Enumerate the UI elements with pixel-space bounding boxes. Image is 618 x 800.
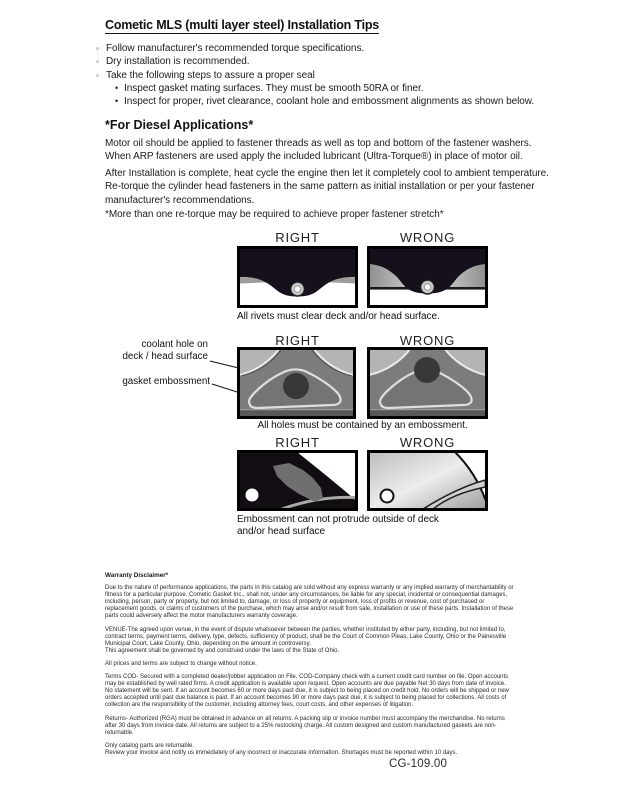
open-bullet-icon: ◦	[96, 70, 99, 80]
diesel-paragraph-1: Motor oil should be applied to fastener threads as well as top and bottom of the fastener washers. When ARP fasteners are used apply the included lubricant (Ultra-Torque®) in place of motor oil.	[105, 138, 532, 163]
wrong-label: WRONG	[399, 333, 456, 348]
tip-text: Take the following steps to assure a proper seal	[106, 69, 315, 81]
right-label: RIGHT	[275, 230, 320, 245]
bullet-icon: •	[115, 96, 119, 107]
list-item	[115, 82, 546, 95]
list-item	[96, 69, 546, 82]
tip-text: Inspect for proper, rivet clearance, coolant hole and embossment alignments as shown below.	[124, 96, 535, 108]
coolant-hole-annotation: coolant hole on deck / head surface	[122, 339, 208, 362]
rivet-clearance-right-diagram	[237, 246, 358, 308]
wrong-label: WRONG	[399, 230, 456, 245]
tip-text: Dry installation is recommended.	[106, 56, 250, 68]
embossment-protrusion-wrong-diagram	[367, 450, 488, 511]
row1-caption: All rivets must clear deck and/or head surface.	[237, 311, 440, 322]
page-title: Cometic MLS (multi layer steel) Installation Tips	[105, 18, 380, 32]
tip-text: Inspect gasket mating surfaces. They must be smooth 50RA or finer.	[124, 82, 424, 94]
embossment-containment-wrong-diagram	[367, 347, 488, 419]
warranty-disclaimer	[105, 572, 515, 763]
list-item	[115, 95, 546, 108]
warranty-paragraph: Review your invoice and notify us immediately of any incorrect or inaccurate information. Shortages must be reported within 10 days.	[105, 749, 458, 756]
wrong-label: WRONG	[399, 435, 456, 450]
page-number: CG-109.00	[389, 758, 448, 770]
gasket-embossment-annotation: gasket embossment	[122, 376, 210, 387]
warranty-paragraph: All prices and terms are subject to change without notice.	[105, 660, 257, 667]
warranty-paragraph: Only catalog parts are returnable.	[105, 742, 195, 749]
warranty-paragraph: This agreement shall be governed by and construed under the laws of the State of Ohio.	[105, 647, 340, 654]
diesel-applications-heading: *For Diesel Applications*	[105, 118, 254, 132]
list-item	[96, 55, 546, 68]
embossment-protrusion-right-diagram	[237, 450, 358, 511]
warranty-paragraph: Due to the nature of performance applications, the parts in this catalog are sold without any express warranty or any implied warranty of merchantability or fitness for a particular purpose. Cometic Gasket Inc., shall not, under any circumstances, be liable for any special, incidental or consequential damages, including, person, party or property, but not limited to, damage, or loss of property or equipment, loss of profits or revenue, cost of purchased or replacement goods, or claims of customers of the purchase, which may arise and/or result from sale, installation or use of these parts. Installation of these parts could adversely affect the motor manufacturers warranty coverage.	[105, 585, 514, 620]
rivet-clearance-wrong-diagram	[367, 246, 488, 308]
open-bullet-icon: ◦	[96, 44, 99, 53]
retorque-note: *More than one re-torque may be required to achieve proper fastener stretch*	[105, 209, 444, 220]
row3-caption: Embossment can not protrude outside of deck and/or head surface	[237, 514, 439, 537]
bullet-icon: •	[115, 82, 119, 93]
tip-text: Follow manufacturer's recommended torque specifications.	[106, 43, 365, 54]
open-bullet-icon: ◦	[96, 57, 99, 67]
diesel-paragraph-2: After Installation is complete, heat cycle the engine then let it completely cool to ambient temperature. Re-torque the cylinder head fasteners in the same pattern as initial installation or per your fastener manufacturer's recommendations.	[105, 168, 549, 206]
warranty-paragraph: Returns- Authorized (RGA) must be obtained in advance on all returns. A packing slip or invoice number must accompany the merchandise. No returns after 30 days from invoice date. All returns are subject to a 25% restocking charge. All custom designed and custom manufactured gaskets are non-returnable.	[105, 715, 505, 736]
installation-tips-list	[96, 42, 546, 108]
right-label: RIGHT	[275, 435, 320, 450]
embossment-containment-right-diagram	[237, 347, 356, 419]
row2-caption: All holes must be contained by an embossment.	[257, 420, 468, 431]
list-item	[96, 42, 546, 55]
right-label: RIGHT	[275, 333, 320, 348]
warranty-paragraph: VENUE-The agreed upon venue, in the event of dispute whatsoever between the parties, whether instituted by either party, including, but not limited to, contract terms, payment terms, delivery, type, defects, sufficiency of product, shall be the Court of Common Pleas, Lake County, Ohio or the Painesville Municipal Court, Lake County, Ohio, depending on the amount in controversy.	[105, 626, 507, 647]
warranty-heading: Warranty Disclaimer*	[105, 572, 169, 579]
warranty-paragraph: Terms COD- Secured with a completed dealer/jobber application on File, COD-Company check with a current credit card number on file. Open accounts may be established by well rated firms. A credit application is available upon request. Open accounts are due payable Net 30 days from date of invoice. No statement will be sent. If an account becomes 60 or more days past due, it is subject to being placed on credit hold. No orders will be shipped or new orders accepted until past due balance is paid. If an account becomes 90 or more days past due, it is subject to being placed for collections. All costs of collection are the responsibility of the customer, including attorney fees, court costs, and other expenses of litigation.	[105, 674, 509, 709]
